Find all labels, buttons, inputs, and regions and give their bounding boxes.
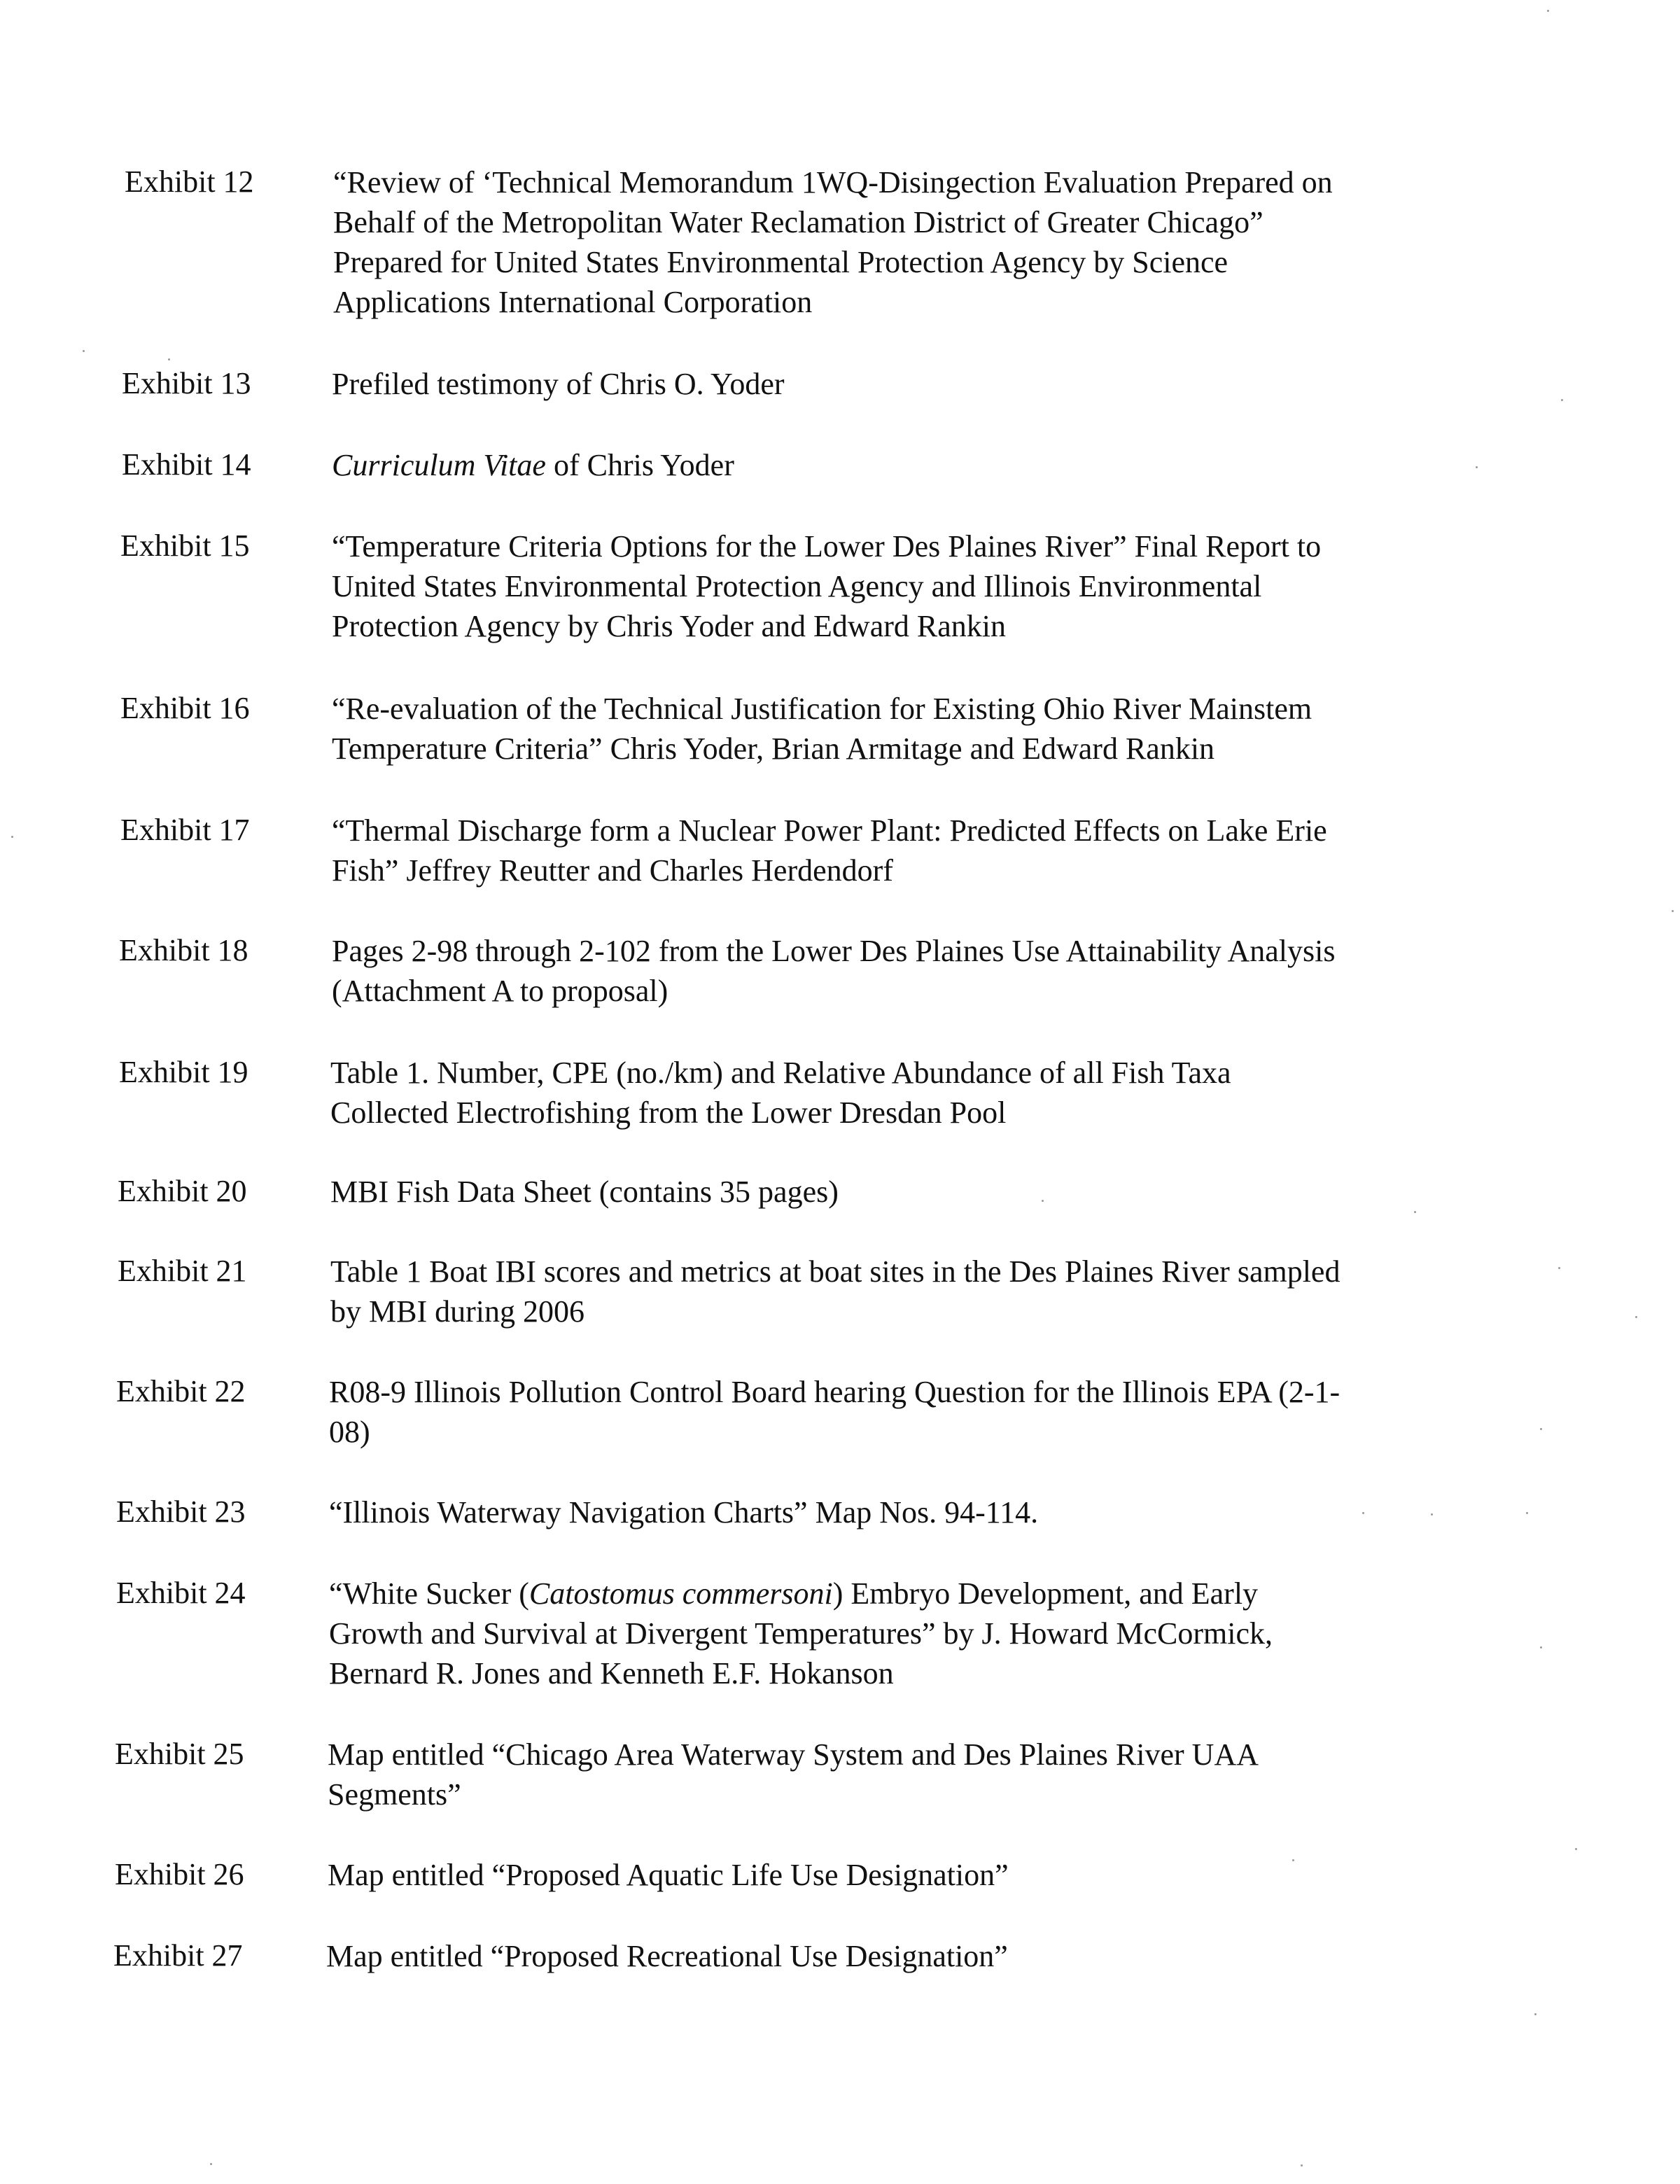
- description-line: [332, 606, 1508, 646]
- scan-speck: [1301, 2164, 1303, 2166]
- description-text: Growth and Survival at Divergent Temperatures” by J. Howard McCormick,: [329, 1616, 1273, 1651]
- description-text: Map entitled “Proposed Aquatic Life Use Designation”: [328, 1858, 1009, 1892]
- scan-speck: [1414, 1211, 1416, 1213]
- exhibit-description: [330, 1172, 1506, 1212]
- scan-speck: [1526, 1512, 1528, 1514]
- description-text: “Review of ‘Technical Memorandum 1WQ-Disingection Evaluation Prepared on: [333, 165, 1333, 200]
- description-text: “White Sucker (: [329, 1576, 529, 1611]
- description-line: [330, 1053, 1506, 1093]
- exhibit-description: [333, 162, 1509, 322]
- exhibit-label: Exhibit 22: [116, 1374, 246, 1408]
- description-line: [332, 811, 1508, 850]
- description-text: Fish” Jeffrey Reutter and Charles Herdendorf: [332, 853, 893, 888]
- description-text: Protection Agency by Chris Yoder and Edward Rankin: [332, 609, 1006, 643]
- scan-speck: [83, 350, 85, 352]
- description-line: [328, 1774, 1504, 1814]
- italic-title-text: Curriculum Vitae: [332, 448, 546, 482]
- description-line: [330, 1172, 1506, 1212]
- scan-speck: [1534, 2013, 1536, 2015]
- exhibit-label: Exhibit 21: [118, 1254, 247, 1288]
- description-line: [332, 566, 1508, 606]
- exhibit-description: [332, 931, 1508, 1011]
- exhibit-description: [332, 689, 1508, 769]
- description-text: United States Environmental Protection Agency and Illinois Environmental: [332, 569, 1262, 603]
- description-text: “Re-evaluation of the Technical Justification for Existing Ohio River Mainstem: [332, 692, 1312, 726]
- description-text: Map entitled “Proposed Recreational Use Designation”: [326, 1939, 1008, 1973]
- scan-speck: [1547, 10, 1549, 12]
- description-text: of Chris Yoder: [545, 448, 734, 482]
- exhibit-description: [329, 1372, 1505, 1452]
- description-text: MBI Fish Data Sheet (contains 35 pages): [330, 1175, 839, 1209]
- exhibit-description: [332, 526, 1508, 646]
- description-text: Collected Electrofishing from the Lower Dresdan Pool: [330, 1096, 1007, 1130]
- description-line: [328, 1735, 1504, 1774]
- scan-speck: [11, 836, 13, 838]
- description-line: [329, 1412, 1505, 1452]
- description-text: Temperature Criteria” Chris Yoder, Brian Armitage and Edward Rankin: [332, 732, 1215, 766]
- exhibit-description: [328, 1855, 1504, 1895]
- description-line: [332, 364, 1508, 404]
- exhibit-label: Exhibit 13: [122, 366, 251, 400]
- exhibit-description: [328, 1735, 1504, 1814]
- exhibit-description: [330, 1053, 1506, 1133]
- exhibit-label: Exhibit 14: [122, 447, 251, 482]
- scan-speck: [210, 2163, 212, 2165]
- description-text: Table 1. Number, CPE (no./km) and Relative Abundance of all Fish Taxa: [330, 1056, 1231, 1090]
- scan-speck: [1558, 1267, 1560, 1269]
- scan-speck: [1362, 1512, 1364, 1514]
- scan-speck: [1292, 1859, 1294, 1861]
- description-line: [329, 1574, 1505, 1614]
- description-line: [332, 729, 1508, 769]
- description-line: [332, 445, 1508, 485]
- exhibit-label: Exhibit 24: [116, 1576, 246, 1610]
- exhibit-label: Exhibit 20: [118, 1174, 247, 1208]
- scan-speck: [1042, 1200, 1044, 1202]
- description-text: Applications International Corporation: [333, 285, 813, 319]
- description-text: Segments”: [328, 1777, 461, 1812]
- description-line: [332, 931, 1508, 971]
- scan-speck: [1635, 1316, 1637, 1318]
- exhibit-label: Exhibit 23: [116, 1494, 246, 1529]
- exhibit-label: Exhibit 19: [119, 1055, 248, 1089]
- description-text: R08-9 Illinois Pollution Control Board hearing Question for the Illinois EPA (2-1-: [329, 1375, 1340, 1409]
- description-line: [332, 526, 1508, 566]
- description-text: 08): [329, 1415, 370, 1449]
- exhibit-label: Exhibit 26: [115, 1857, 244, 1891]
- description-line: [333, 242, 1509, 282]
- scan-speck: [1575, 1848, 1577, 1850]
- scan-speck: [1540, 1646, 1542, 1648]
- italic-title-text: Catostomus commersoni: [528, 1576, 833, 1611]
- description-line: [329, 1372, 1505, 1412]
- description-text: ) Embryo Development, and Early: [832, 1576, 1259, 1611]
- description-line: [333, 162, 1509, 202]
- exhibit-label: Exhibit 17: [120, 813, 250, 847]
- exhibit-label: Exhibit 27: [113, 1938, 243, 1973]
- exhibit-label: Exhibit 25: [115, 1737, 244, 1771]
- description-text: Bernard R. Jones and Kenneth E.F. Hokanson: [329, 1656, 894, 1690]
- description-text: “Temperature Criteria Options for the Lower Des Plaines River” Final Report to: [332, 529, 1322, 564]
- description-line: [329, 1492, 1505, 1532]
- description-line: [333, 202, 1509, 242]
- description-text: “Illinois Waterway Navigation Charts” Map Nos. 94-114.: [329, 1495, 1039, 1530]
- scan-speck: [1672, 910, 1674, 912]
- description-text: Prefiled testimony of Chris O. Yoder: [332, 367, 785, 401]
- description-line: [329, 1614, 1505, 1653]
- exhibit-label: Exhibit 16: [120, 691, 250, 725]
- description-line: [329, 1653, 1505, 1693]
- exhibit-description: [332, 811, 1508, 890]
- exhibit-label: Exhibit 15: [120, 528, 250, 563]
- description-line: [328, 1855, 1504, 1895]
- exhibit-description: [326, 1936, 1502, 1976]
- description-line: [333, 282, 1509, 322]
- scan-speck: [1561, 399, 1563, 401]
- description-line: [330, 1093, 1506, 1133]
- description-text: Pages 2-98 through 2-102 from the Lower Des Plaines Use Attainability Analysis: [332, 934, 1336, 968]
- description-text: Prepared for United States Environmental Protection Agency by Science: [333, 245, 1228, 279]
- scan-speck: [1431, 1513, 1433, 1516]
- exhibit-description: [332, 445, 1508, 485]
- description-text: “Thermal Discharge form a Nuclear Power Plant: Predicted Effects on Lake Erie: [332, 813, 1327, 848]
- exhibit-description: [329, 1574, 1505, 1693]
- exhibit-label: Exhibit 12: [125, 164, 254, 199]
- description-line: [330, 1292, 1506, 1331]
- description-line: [332, 971, 1508, 1011]
- exhibit-description: [332, 364, 1508, 404]
- description-line: [332, 850, 1508, 890]
- description-text: Table 1 Boat IBI scores and metrics at boat sites in the Des Plaines River sampled: [330, 1254, 1340, 1289]
- exhibit-description: [330, 1252, 1506, 1331]
- description-line: [332, 689, 1508, 729]
- exhibit-label: Exhibit 18: [119, 933, 248, 967]
- scan-speck: [1476, 466, 1478, 468]
- exhibit-description: [329, 1492, 1505, 1532]
- description-text: (Attachment A to proposal): [332, 974, 668, 1008]
- scan-speck: [168, 358, 170, 360]
- description-line: [326, 1936, 1502, 1976]
- description-text: Map entitled “Chicago Area Waterway System and Des Plaines River UAA: [328, 1737, 1259, 1772]
- scan-speck: [1540, 1428, 1542, 1430]
- description-line: [330, 1252, 1506, 1292]
- description-text: by MBI during 2006: [330, 1294, 584, 1329]
- description-text: Behalf of the Metropolitan Water Reclamation District of Greater Chicago”: [333, 205, 1264, 239]
